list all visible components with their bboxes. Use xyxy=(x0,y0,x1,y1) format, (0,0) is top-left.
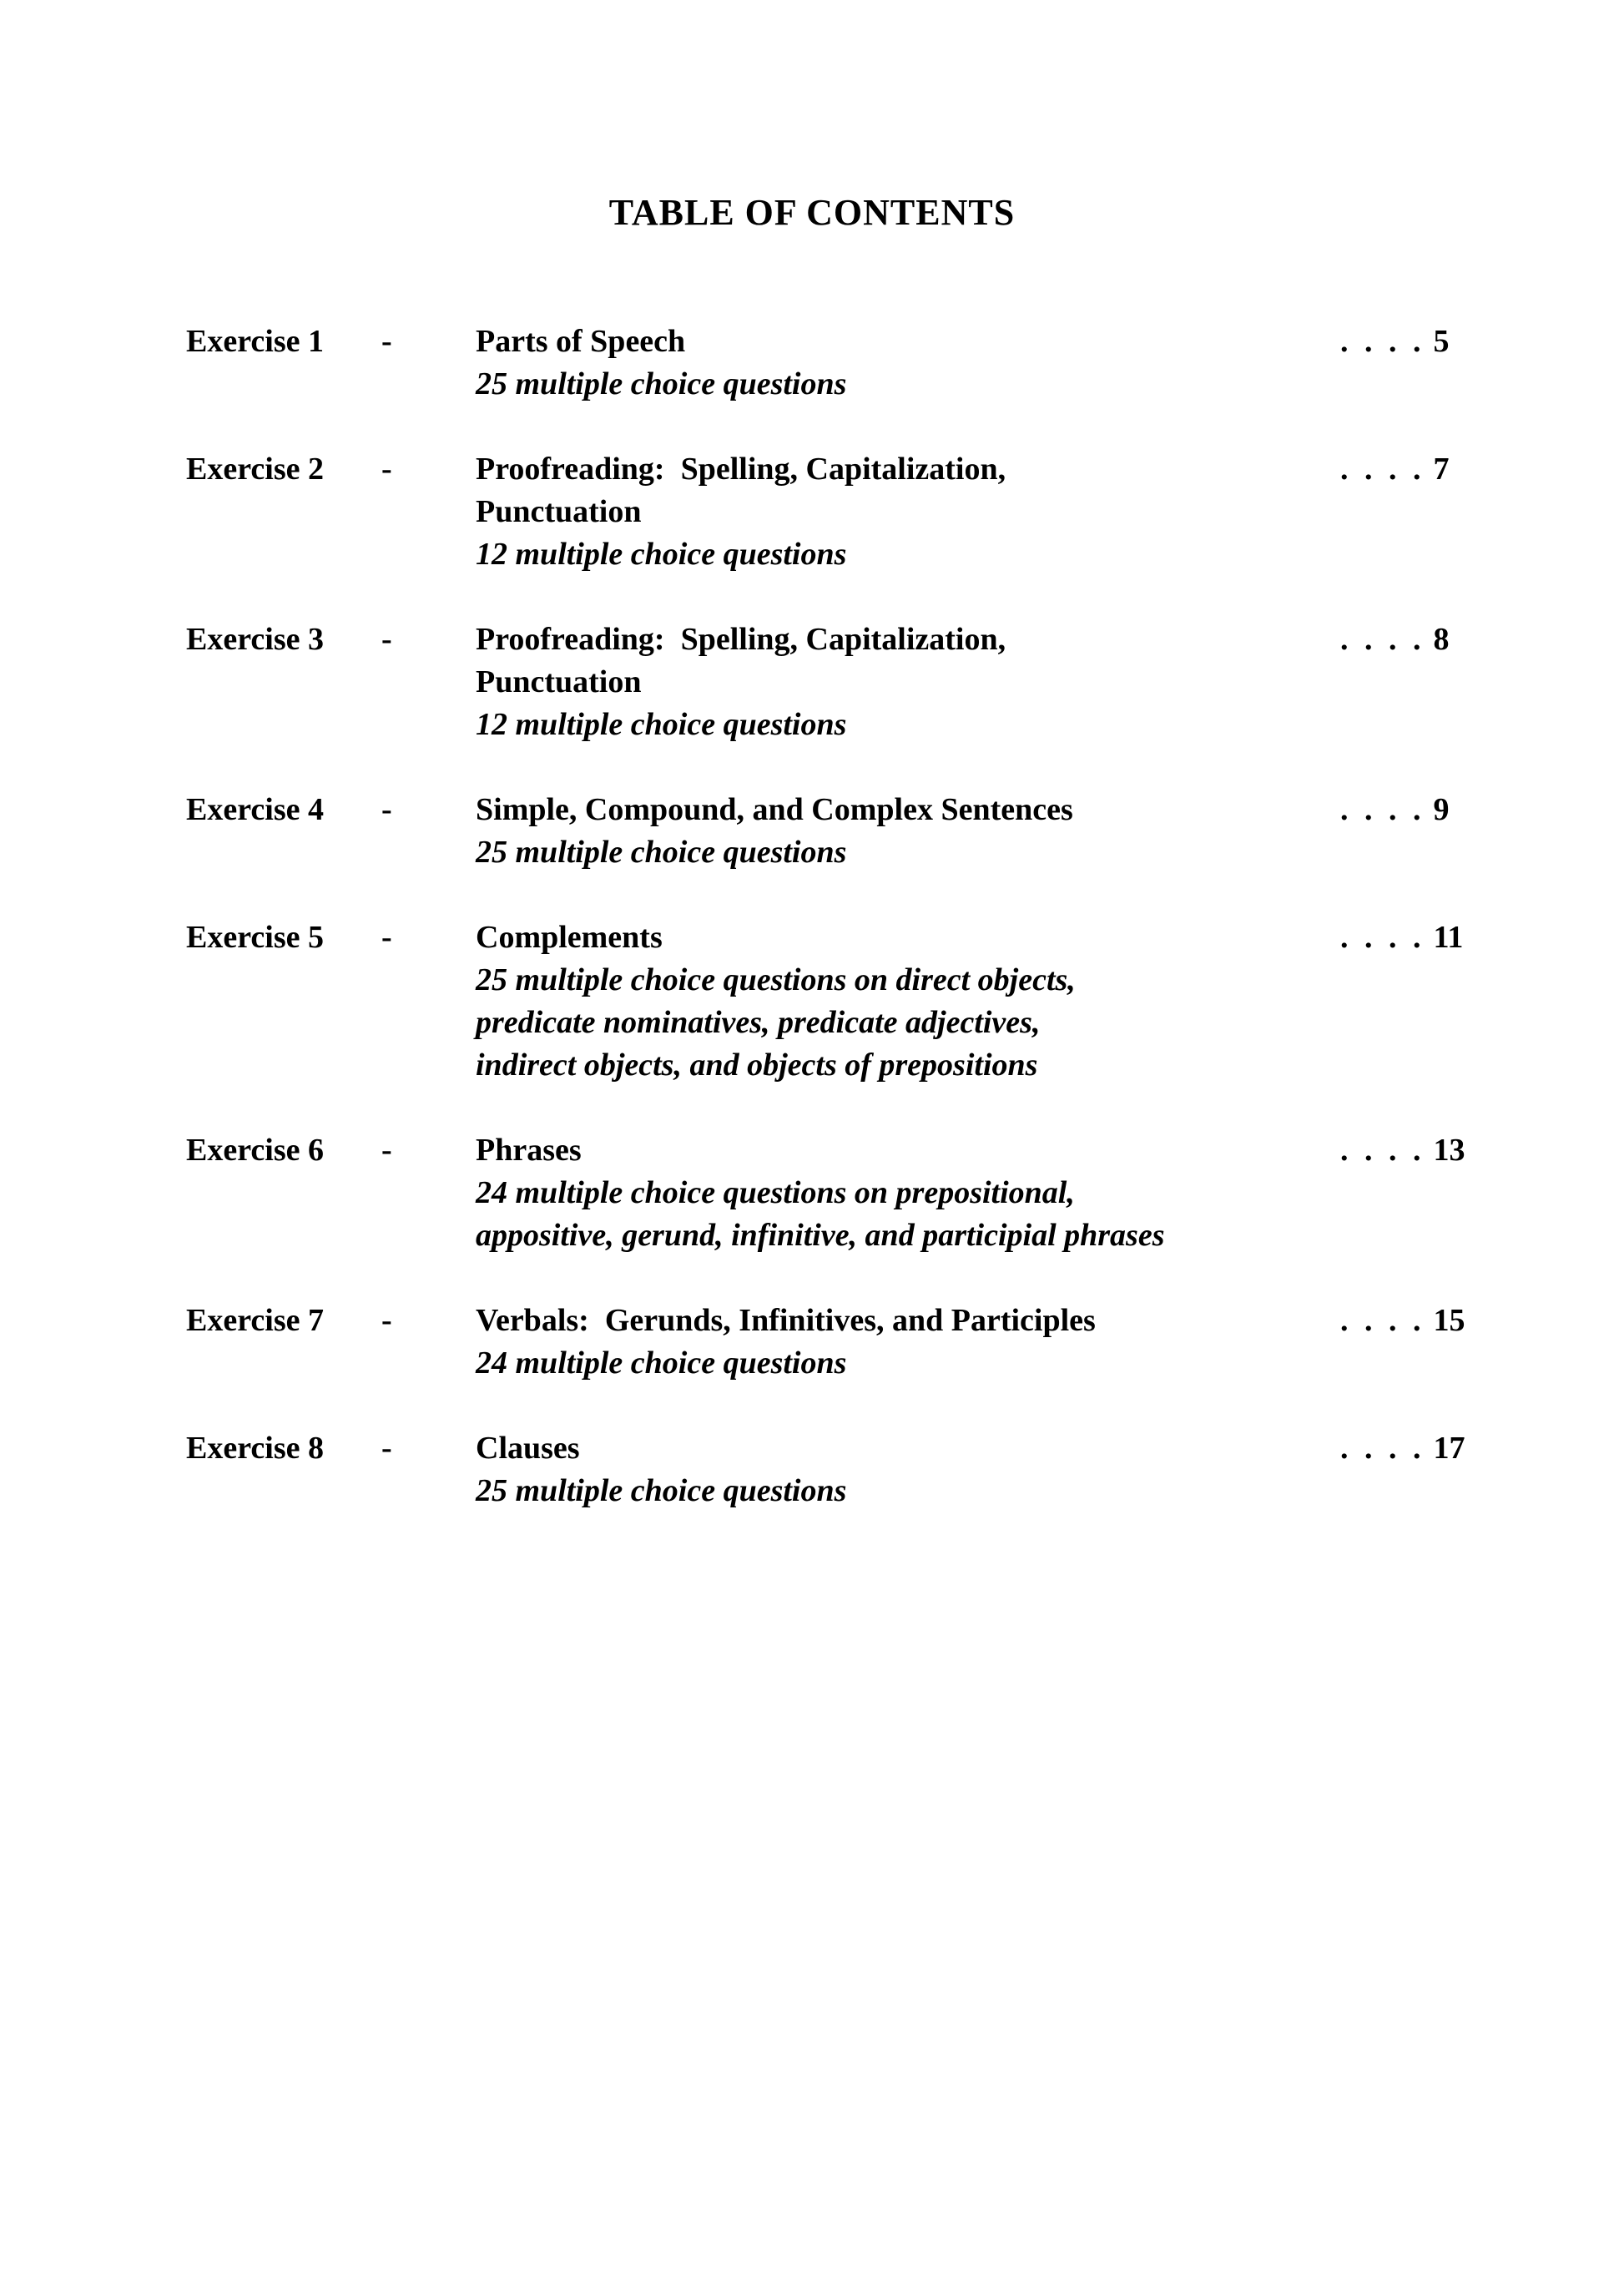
exercise-label: Exercise 5 xyxy=(186,920,324,955)
page-number: 9 xyxy=(1433,792,1450,827)
dash-separator: - xyxy=(381,920,392,955)
toc-entry xyxy=(0,916,1624,1087)
entry-description-line: predicate nominatives, predicate adjectives, xyxy=(476,1005,1041,1040)
exercise-label: Exercise 3 xyxy=(186,622,324,657)
page-ref xyxy=(1340,1129,1624,1257)
dot-leader: . . . . xyxy=(1340,1431,1425,1466)
entry-title-line: Verbals: Gerunds, Infinitives, and Participles xyxy=(476,1303,1096,1338)
entry-title-line: Phrases xyxy=(476,1133,582,1168)
entry-title-block xyxy=(476,448,1340,576)
dot-leader: . . . . xyxy=(1340,622,1425,657)
toc-entry xyxy=(0,618,1624,746)
entry-title-line: Simple, Compound, and Complex Sentences xyxy=(476,792,1073,827)
page-ref xyxy=(1340,448,1624,576)
dash-separator: - xyxy=(381,452,392,487)
toc-entry xyxy=(0,321,1624,406)
entry-description-line: 24 multiple choice questions on prepositional, xyxy=(476,1175,1075,1210)
entry-title-line: Punctuation xyxy=(476,494,642,529)
exercise-label: Exercise 7 xyxy=(186,1303,324,1338)
entry-title-line: Clauses xyxy=(476,1431,580,1466)
entry-title-line: Parts of Speech xyxy=(476,324,686,359)
entry-description-line: 25 multiple choice questions on direct objects, xyxy=(476,962,1076,997)
toc-list xyxy=(0,321,1624,1512)
entry-title-block xyxy=(476,916,1340,1087)
entry-description-line: 25 multiple choice questions xyxy=(476,835,847,870)
entry-description-line: 12 multiple choice questions xyxy=(476,537,847,572)
entry-description-line: appositive, gerund, infinitive, and participial phrases xyxy=(476,1218,1165,1253)
entry-title-line: Complements xyxy=(476,920,663,955)
entry-description-line: 25 multiple choice questions xyxy=(476,366,847,401)
entry-title-block xyxy=(476,1427,1340,1512)
document-page xyxy=(0,190,1624,1512)
page-number: 17 xyxy=(1433,1431,1465,1466)
page-number: 7 xyxy=(1433,452,1450,487)
dash-separator: - xyxy=(381,1431,392,1466)
exercise-label: Exercise 2 xyxy=(186,452,324,487)
page-ref xyxy=(1340,1427,1624,1512)
page-ref xyxy=(1340,618,1624,746)
toc-entry xyxy=(0,448,1624,576)
page-number: 13 xyxy=(1433,1133,1465,1168)
entry-title-block xyxy=(476,1129,1340,1257)
page-ref xyxy=(1340,1300,1624,1385)
page-number: 11 xyxy=(1433,920,1464,955)
dash-separator: - xyxy=(381,324,392,359)
dot-leader: . . . . xyxy=(1340,324,1425,359)
page-number: 15 xyxy=(1433,1303,1465,1338)
entry-title-line: Punctuation xyxy=(476,664,642,699)
dot-leader: . . . . xyxy=(1340,1133,1425,1168)
dash-separator: - xyxy=(381,1133,392,1168)
entry-description-line: 24 multiple choice questions xyxy=(476,1345,847,1381)
entry-description-line: 12 multiple choice questions xyxy=(476,707,847,742)
toc-entry xyxy=(0,1300,1624,1385)
entry-title-block xyxy=(476,321,1340,406)
exercise-label: Exercise 4 xyxy=(186,792,324,827)
entry-title-block xyxy=(476,1300,1340,1385)
dot-leader: . . . . xyxy=(1340,792,1425,827)
dot-leader: . . . . xyxy=(1340,452,1425,487)
dash-separator: - xyxy=(381,792,392,827)
toc-entry xyxy=(0,1427,1624,1512)
entry-title-block xyxy=(476,618,1340,746)
dash-separator: - xyxy=(381,622,392,657)
entry-title-block xyxy=(476,789,1340,874)
toc-entry xyxy=(0,1129,1624,1257)
exercise-label: Exercise 8 xyxy=(186,1431,324,1466)
page-ref xyxy=(1340,916,1624,1087)
dot-leader: . . . . xyxy=(1340,1303,1425,1338)
page-ref xyxy=(1340,789,1624,874)
page-title: TABLE OF CONTENTS xyxy=(608,192,1016,233)
entry-title-line: Proofreading: Spelling, Capitalization, xyxy=(476,452,1006,487)
entry-title-line: Proofreading: Spelling, Capitalization, xyxy=(476,622,1006,657)
page-ref xyxy=(1340,321,1624,406)
page-number: 5 xyxy=(1433,324,1450,359)
page-number: 8 xyxy=(1433,622,1450,657)
entry-description-line: indirect objects, and objects of prepositions xyxy=(476,1048,1038,1083)
exercise-label: Exercise 1 xyxy=(186,324,324,359)
dash-separator: - xyxy=(381,1303,392,1338)
exercise-label: Exercise 6 xyxy=(186,1133,324,1168)
entry-description-line: 25 multiple choice questions xyxy=(476,1473,847,1508)
dot-leader: . . . . xyxy=(1340,920,1425,955)
toc-entry xyxy=(0,789,1624,874)
